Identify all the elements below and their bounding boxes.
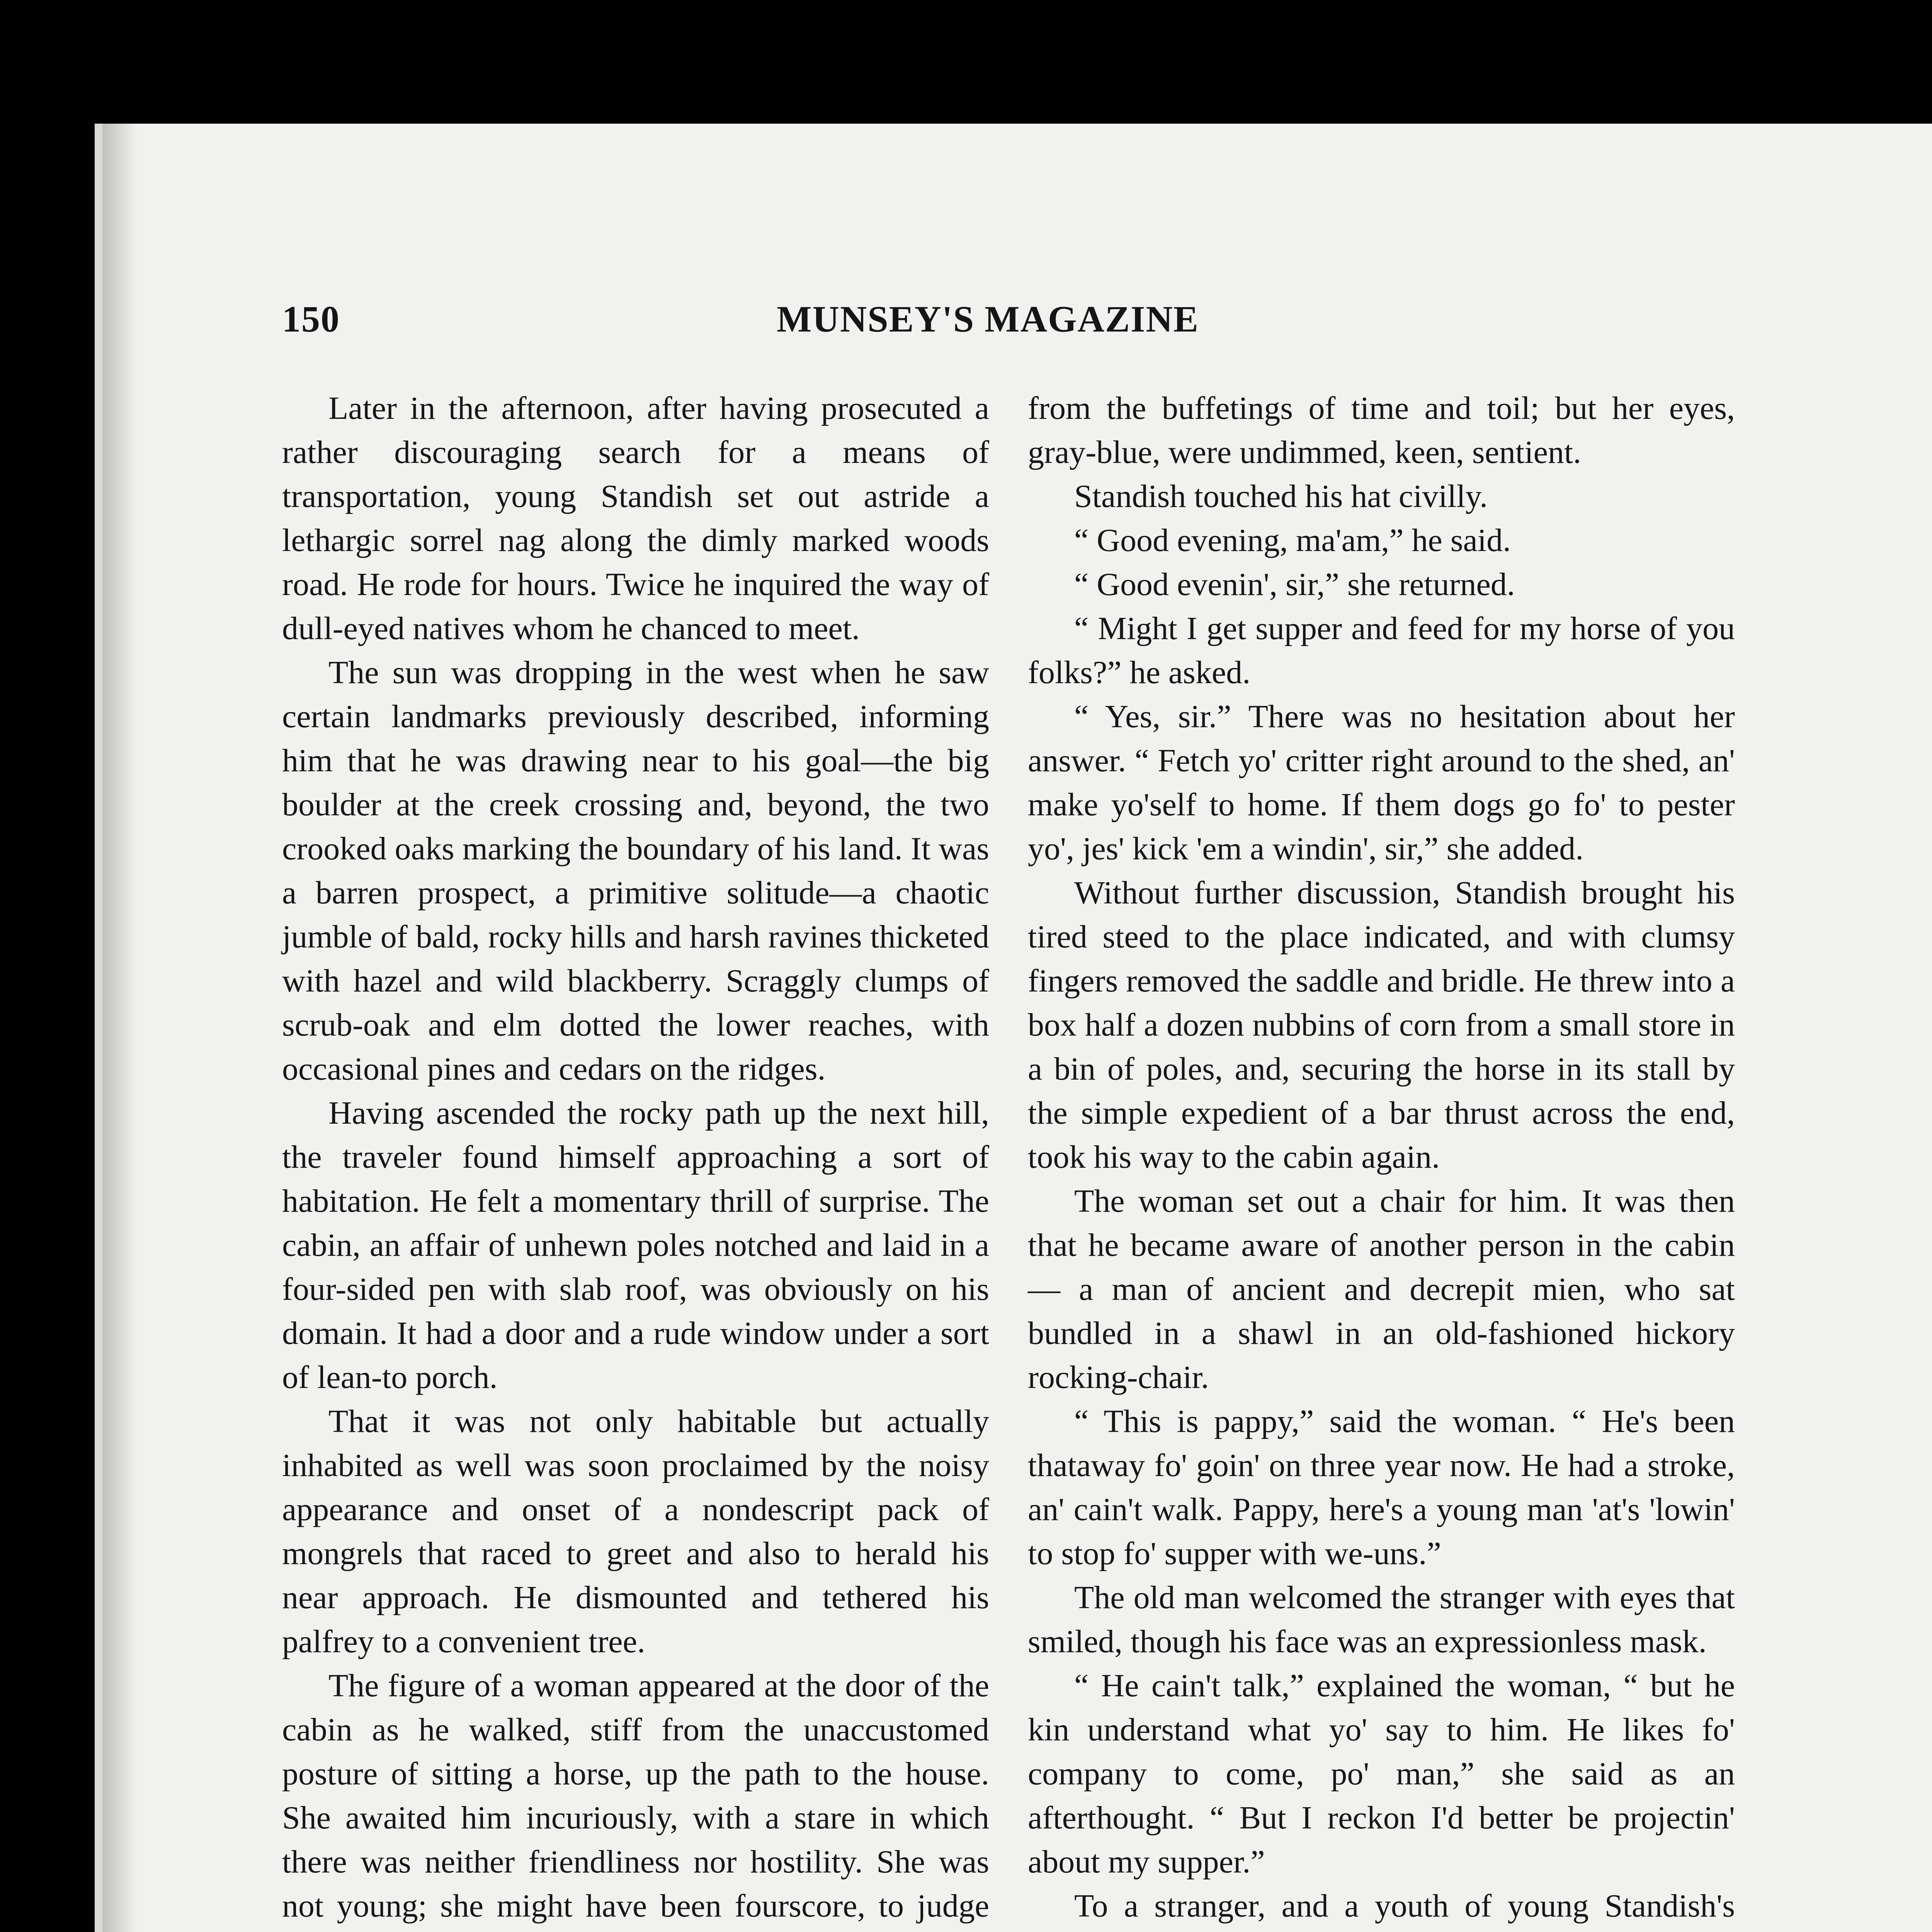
- left-column: [282, 386, 989, 1932]
- paragraph: The woman set out a chair for him. It was then that he became aware of another person in the cabin — a man of ancient and decrepit mien, who sat bundled in a shawl in an old-fashioned hickory rocking-chair.: [1028, 1183, 1735, 1395]
- paragraph: “ Might I get supper and feed for my horse of you folks?” he asked.: [1028, 611, 1735, 690]
- paragraph: “ Good evenin', sir,” she returned.: [1074, 566, 1515, 602]
- spine-shadow: [102, 124, 137, 1932]
- paragraph: That it was not only habitable but actually inhabited as well was soon proclaimed by the noisy appearance and onset of a nondescript pack of mongrels that raced to greet and also to herald his near approach. He dismounted and tethered his palfrey to a convenient tree.: [282, 1403, 989, 1660]
- paragraph: The sun was dropping in the west when he saw certain landmarks previously described, informing him that he was drawing near to his goal—the big boulder at the creek crossing and, beyond, the two crooked oaks marking the boundary of his land. It was a barren prospect, a primitive solitude—a chaotic jumble of bald, rocky hills and harsh ravines thicketed with hazel and wild blackberry. Scraggly clumps of scrub-oak and elm dotted the lower reaches, with occasional pines and cedars on the ridges.: [282, 655, 989, 1087]
- paragraph: Having ascended the rocky path up the next hill, the traveler found himself approaching a sort of habitation. He felt a momentary thrill of surprise. The cabin, an affair of unhewn poles notched and laid in a four-sided pen with slab roof, was obviously on his domain. It had a door and a rude window under a sort of lean-to porch.: [282, 1095, 989, 1395]
- right-column: [1028, 386, 1735, 1932]
- paragraph: The old man welcomed the stranger with eyes that smiled, though his face was an expressionless mask.: [1028, 1580, 1735, 1660]
- paragraph: “ Good evening, ma'am,” he said.: [1074, 522, 1511, 558]
- page-number: 150: [282, 298, 340, 340]
- page-header: [282, 298, 1735, 348]
- paragraph: Without further discussion, Standish brought his tired steed to the place indicated, and with clumsy fingers removed the saddle and bridle. He threw into a box half a dozen nubbins of corn from a small store in a bin of poles, and, securing the horse in its stall by the simple expedient of a bar thrust across the end, took his way to the cabin again.: [1028, 875, 1735, 1175]
- paragraph-continuation: from the buffetings of time and toil; but her eyes, gray-blue, were undimmed, keen, sentient.: [1028, 390, 1735, 470]
- paragraph: Standish touched his hat civilly.: [1074, 478, 1488, 514]
- paragraph: To a stranger, and a youth of young Standish's: [1074, 1888, 1735, 1924]
- paragraph: “ This is pappy,” said the woman. “ He's been thataway fo' goin' on three year now. He had a stroke, an' cain't walk. Pappy, here's a young man 'at's 'lowin' to stop fo' supper with we-uns.”: [1028, 1403, 1735, 1571]
- paragraph: “ Yes, sir.” There was no hesitation about her answer. “ Fetch yo' critter right around to the shed, an' make yo'self to home. If them dogs go fo' to pester yo', jes' kick 'em a windin', sir,” she added.: [1028, 699, 1735, 867]
- paragraph: “ He cain't talk,” explained the woman, “ but he kin understand what yo' say to him. He likes fo' company to come, po' man,” she said as an afterthought. “ But I reckon I'd better be projectin' about my supper.”: [1028, 1668, 1735, 1880]
- paragraph: Later in the afternoon, after having prosecuted a rather discouraging search for a means of transportation, young Standish set out astride a lethargic sorrel nag along the dimly marked woods road. He rode for hours. Twice he inquired the way of dull-eyed natives whom he chanced to meet.: [282, 390, 989, 646]
- running-head: MUNSEY'S MAGAZINE: [777, 298, 1199, 340]
- paragraph: The figure of a woman appeared at the door of the cabin as he walked, stiff from the unaccustomed posture of sitting a horse, up the path to the house. She awaited him incuriously, with a stare in which there was neither friendliness nor hostility. She was not young; she might have been fourscore, to judge: [282, 1668, 989, 1924]
